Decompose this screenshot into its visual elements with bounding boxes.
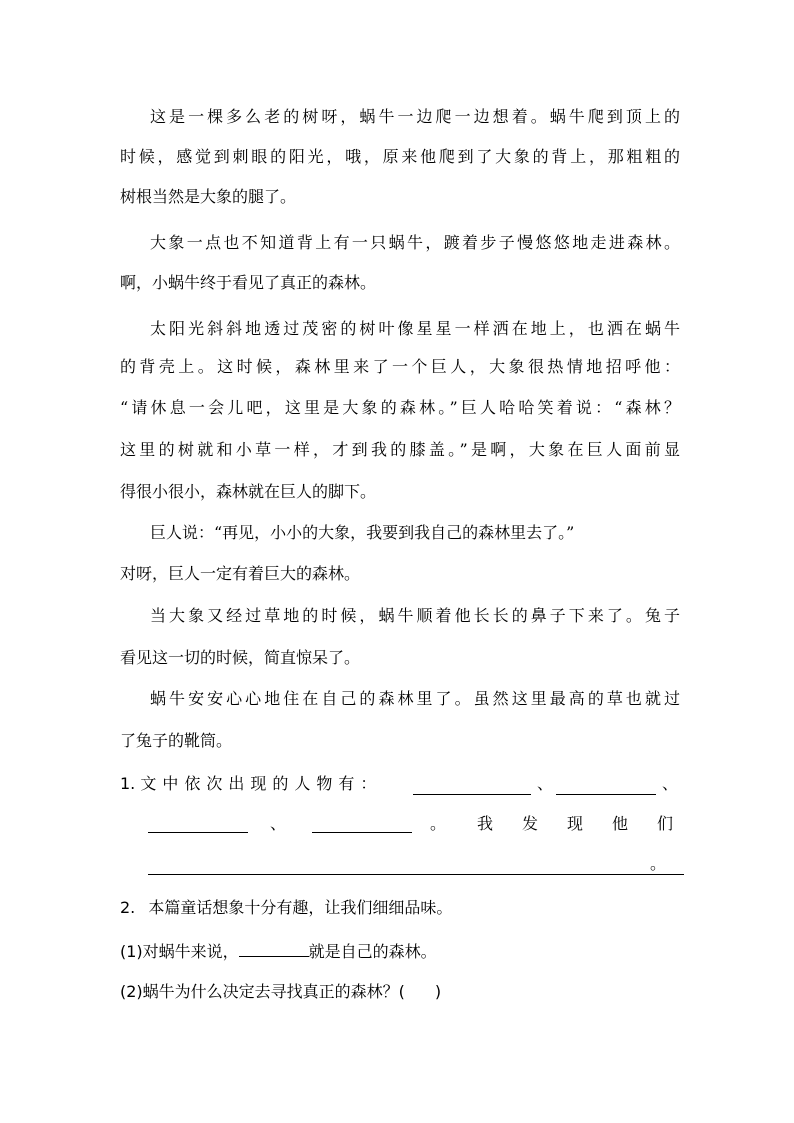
passage-p3-line2: 的背壳上。这时候，森林里来了一个巨人，大象很热情地招呼他：: [120, 357, 680, 376]
passage-p1-line1: 这是一棵多么老的树呀，蜗牛一边爬一边想着。蜗牛爬到顶上的: [150, 107, 680, 126]
q1-char-fa: 发: [522, 814, 539, 833]
passage-p6-line1: 蜗牛安安心心地住在自己的森林里了。虽然这里最高的草也就过: [150, 689, 680, 708]
passage-p3-line3: “请休息一会儿吧，这里是大象的森林。”巨人哈哈笑着说：“森林？: [120, 398, 680, 417]
passage-p3-line4: 这里的树就和小草一样，才到我的膝盖。”是啊，大象在巨人面前显: [120, 440, 680, 459]
q2-sub1-suffix: 就是自己的森林。: [308, 942, 437, 961]
passage-p4-line2: 对呀，巨人一定有着巨大的森林。: [120, 564, 361, 583]
q1-separator-2: 、: [662, 774, 679, 793]
q2-sub1-blank[interactable]: [239, 940, 309, 957]
question-1-text: 文中依次出现的人物有：: [140, 774, 383, 793]
passage-p3-line1: 太阳光斜斜地透过茂密的树叶像星星一样洒在地上，也洒在蜗牛: [150, 319, 680, 338]
q1-char-men: 们: [657, 814, 674, 833]
q2-sub1-prefix: (1)对蜗牛来说，: [120, 942, 239, 961]
passage-p1-line2: 时候，感觉到刺眼的阳光，哦，原来他爬到了大象的背上，那粗粗的: [120, 147, 680, 166]
q1-separator-1: 、: [537, 774, 554, 793]
question-2-sub-1: [120, 940, 437, 962]
question-2-number: 2.: [120, 898, 136, 917]
q1-blank-1[interactable]: [413, 778, 531, 795]
question-2: [120, 898, 452, 918]
passage-p5-line1: 当大象又经过草地的时候，蜗牛顺着他长长的鼻子下来了。兔子: [150, 606, 680, 625]
q1-blank-3[interactable]: [148, 816, 248, 833]
question-1-number: 1.: [120, 774, 136, 793]
q1-period-2: 。: [650, 854, 667, 873]
passage-p2-line2: 啊，小蜗牛终于看见了真正的森林。: [120, 273, 377, 292]
passage-p1-line3: 树根当然是大象的腿了。: [120, 187, 297, 206]
q1-char-xian: 现: [567, 814, 584, 833]
passage-p2-line1: 大象一点也不知道背上有一只蜗牛，踱着步子慢悠悠地走进森林。: [150, 233, 680, 252]
q1-separator-3: 、: [270, 814, 287, 833]
passage-p3-line5: 得很小很小，森林就在巨人的脚下。: [120, 482, 377, 501]
passage-p6-line2: 了兔子的靴筒。: [120, 731, 233, 750]
passage-p4-line1: 巨人说：“再见，小小的大象，我要到我自己的森林里去了。”: [150, 523, 575, 542]
q1-char-wo: 我: [477, 814, 494, 833]
q2-sub2-text: (2)蜗牛为什么决定去寻找真正的森林？(: [120, 982, 405, 1001]
q1-answer-line[interactable]: [148, 858, 684, 875]
q1-blank-2[interactable]: [556, 778, 656, 795]
q1-char-ta: 他: [612, 814, 629, 833]
q1-blank-4[interactable]: [312, 816, 412, 833]
question-2-text: 本篇童话想象十分有趣，让我们细细品味。: [148, 898, 453, 917]
question-2-sub-2: [120, 982, 441, 1002]
passage-p5-line2: 看见这一切的时候，简直惊呆了。: [120, 648, 361, 667]
q2-sub2-close: ): [434, 982, 442, 1001]
q1-period-1: 。: [430, 814, 447, 833]
